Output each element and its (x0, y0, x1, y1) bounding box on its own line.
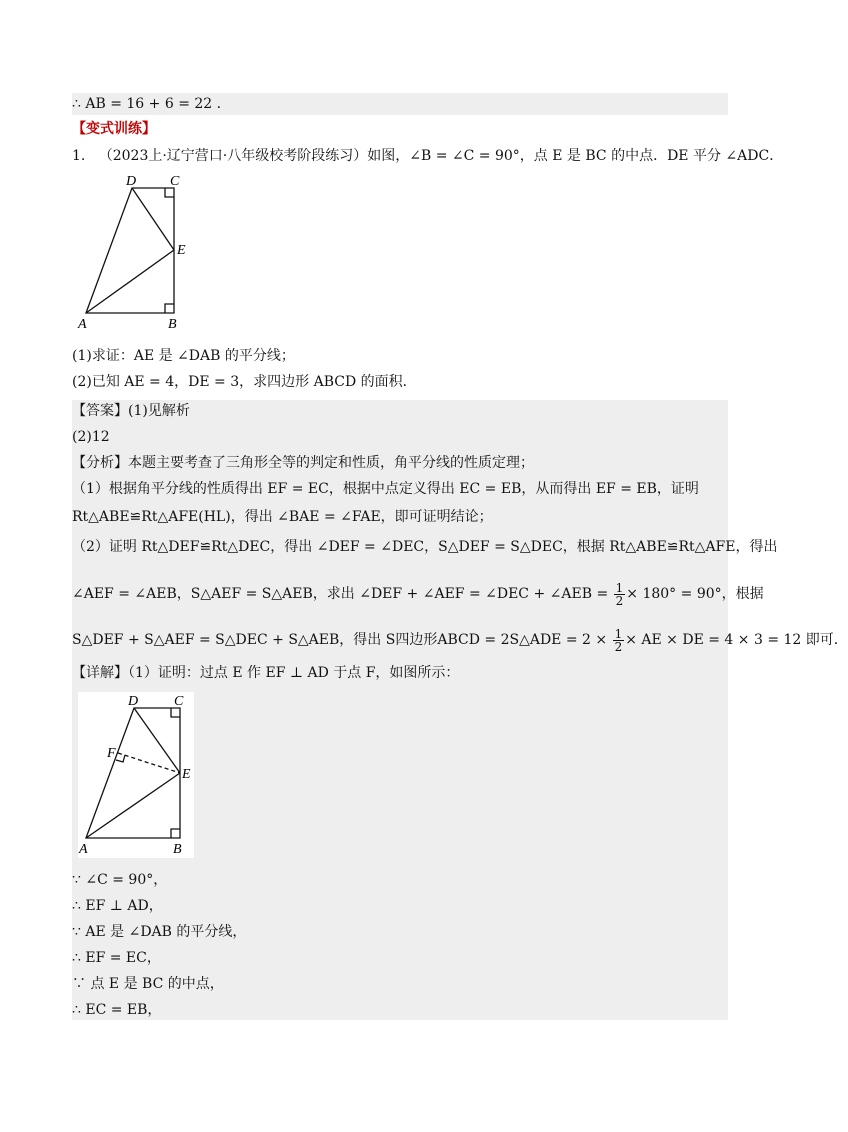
analysis-label: 【分析】 (72, 455, 128, 471)
detail-step: ∴ EC = EB， (72, 1002, 162, 1018)
label-b: B (173, 842, 182, 857)
detail-step: ∵ ∠C = 90°， (72, 872, 168, 888)
detail-intro: 【详解】（1）证明：过点 E 作 EF ⊥ AD 于点 F，如图所示： (72, 662, 728, 690)
detail-step: ∵ 点 E 是 BC 的中点， (72, 976, 224, 992)
detail-step: ∴ EF = EC， (72, 950, 161, 966)
analysis-line-5: ∠AEF = ∠AEB，S△AEF = S△AEB，求出 ∠DEF + ∠AEF = ∠DEC + ∠AEB = $\frac{1}{2}$ × 180° = 90°，根据 (72, 570, 728, 618)
analysis-line-3: Rt△ABE≌Rt△AFE(HL)，得出 ∠BAE = ∠FAE，即可证明结论； (72, 506, 728, 536)
fraction-half: $\frac{1}{2}$ (614, 626, 623, 654)
analysis-line-1: 【分析】本题主要考查了三角形全等的判定和性质，角平分线的性质定理； (72, 452, 728, 478)
analysis-line-4: （2）证明 Rt△DEF≌Rt△DEC，得出 ∠DEF = ∠DEC，S△DEF = S△DEC，根据 Rt△ABE≌Rt△AFE，得出 (72, 536, 728, 570)
section-label: 【变式训练】 (72, 121, 156, 137)
label-a: A (78, 317, 87, 332)
label-c: C (174, 694, 184, 709)
figure-quadrilateral (76, 170, 206, 336)
label-b: B (168, 317, 177, 332)
right-angle-c (165, 188, 174, 197)
problem-source: （2023上·辽宁营口·八年级校考阶段练习）如图， (98, 148, 410, 164)
fraction-half: $\frac{1}{2}$ (615, 580, 624, 608)
question-2: (2)已知 AE = 4，DE = 3，求四边形 ABCD 的面积． (72, 374, 417, 390)
label-c: C (170, 174, 180, 189)
problem-statement (72, 145, 783, 167)
answer-line-1: 【答案】(1)见解析 (72, 400, 728, 426)
label-a: A (79, 842, 88, 857)
quad-outline (86, 188, 174, 313)
label-e: E (177, 243, 186, 258)
figure-with-perpendicular (78, 692, 194, 858)
analysis-line-6: S△DEF + S△AEF = S△DEC + S△AEB，得出 S四边形ABCD = 2S△ADE = 2 × $\frac{1}{2}$ × AE × DE = 4 × 3 = 12 即可． (72, 618, 728, 662)
answer-label: 【答案】 (72, 403, 128, 419)
label-e: E (182, 767, 191, 782)
detail-step: ∴ EF ⊥ AD， (72, 898, 163, 914)
answer-line-2: (2)12 (72, 426, 728, 452)
detail-step: ∵ AE 是 ∠DAB 的平分线， (72, 924, 247, 940)
label-d: D (126, 174, 137, 189)
right-angle-b (165, 304, 174, 313)
label-f: F (107, 746, 116, 761)
detail-label: 【详解】 (72, 665, 128, 681)
problem-number: 1. (72, 148, 86, 164)
label-d: D (128, 694, 139, 709)
question-1: (1)求证：AE 是 ∠DAB 的平分线； (72, 348, 295, 364)
problem-condition: ∠B = ∠C = 90°，点 E 是 BC 的中点．DE 平分 ∠ADC． (409, 148, 784, 164)
analysis-line-2: （1）根据角平分线的性质得出 EF = EC，根据中点定义得出 EC = EB，从而得出 EF = EB，证明 (72, 478, 728, 506)
segment-ae (86, 250, 174, 313)
intro-line: ∴ AB = 16 + 6 = 22 . (72, 93, 728, 115)
